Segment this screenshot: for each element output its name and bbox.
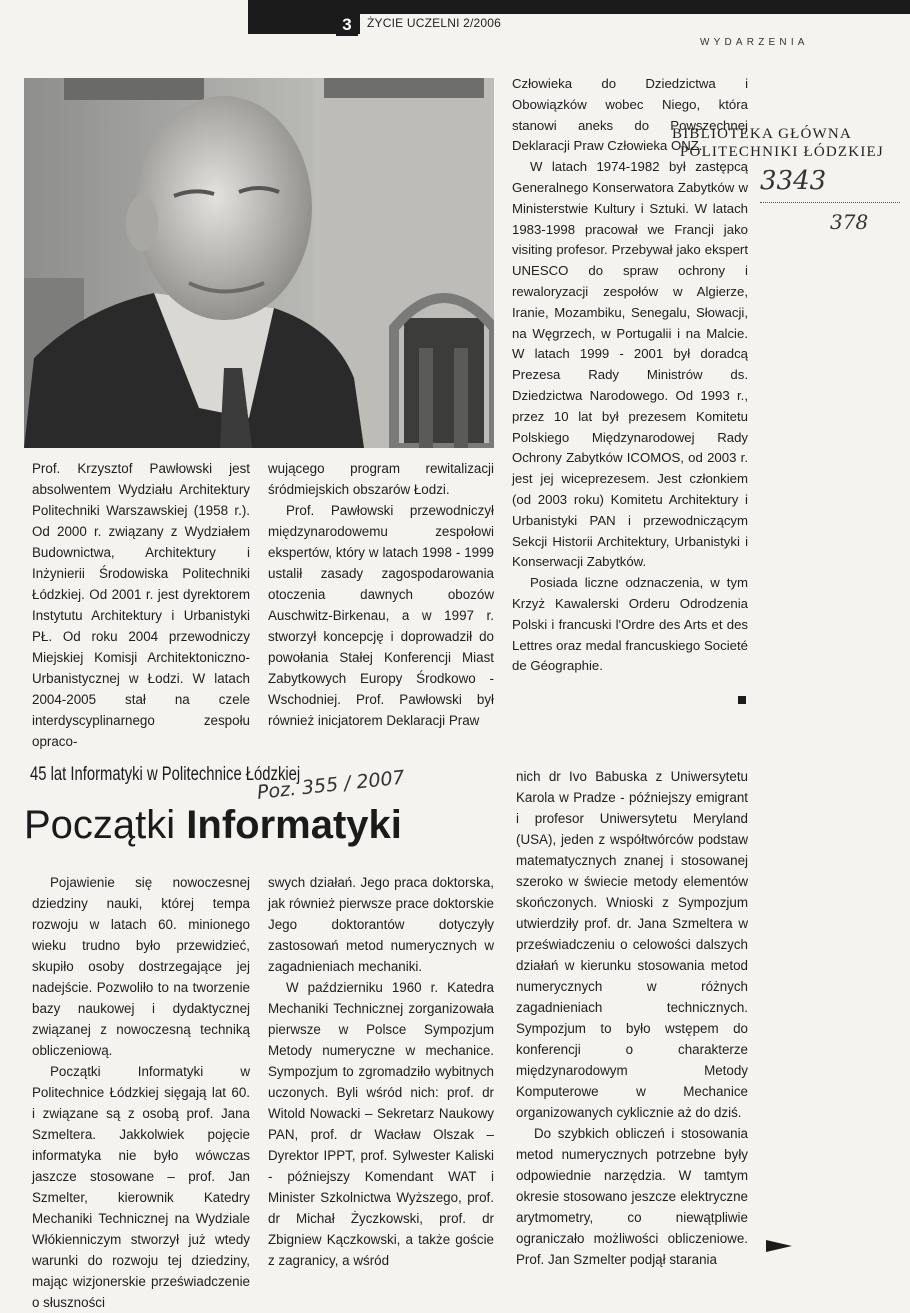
library-stamp-line1: BIBLIOTEKA GŁÓWNA	[672, 126, 852, 142]
article1-column-1	[32, 458, 250, 752]
portrait-photo	[24, 78, 494, 448]
paragraph: Prof. Krzysztof Pawłowski jest absolwentem Wydziału Architektury Politechniki Warszawskiej (1958 r.). Od 2000 r. związany z Wydziałem Budownictwa, Architektury i Inżynierii Środowiska Politechniki Łódzkiej. Od 2001 r. jest dyrektorem Instytutu Architektury i Urbanistyki PŁ. Od roku 2004 przewodniczy Miejskiej Komisji Architektoniczno-Urbanistycznej w Łodzi. W latach 2004-2005 stał na czele interdyscyplinarnego zespołu opraco-	[32, 461, 250, 749]
headline-light: Początki	[24, 803, 187, 847]
paragraph: Prof. Pawłowski przewodniczył międzynarodowemu zespołowi ekspertów, który w latach 1998 - 1999 ustalił zasady zagospodarowania otoczenia dawnych obozów Auschwitz-Birkenau, a w 1997 r. stworzył koncepcję i doprowadził do powołania Stałej Konferencji Miast Zabytkowych Europy Środkowo - Wschodniej. Prof. Pawłowski był również inicjatorem Deklaracji Praw	[268, 503, 494, 728]
paragraph: Pojawienie się nowoczesnej dziedziny nauki, której tempa rozwoju w latach 60. minionego wieku trudno było przewidzieć, skupiło osoby dostrzegające jej nadejście. Pozwoliło to na tworzenie bazy naukowej i dydaktycznej związanej z nowoczesną techniką obliczeniową.	[32, 875, 250, 1058]
paragraph: W latach 1974-1982 był zastępcą Generalnego Konserwatora Zabytków w Ministerstwie Kultury i Sztuki. W latach 1983-1998 pracował we Francji jako visiting profesor. Przebywał jako ekspert UNESCO do spraw ochrony i rewaloryzacji zespołów w Algierze, Iranie, Mozambiku, Senegalu, Słowacji, na Węgrzech, w Portugalii i na Malcie. W latach 1999 - 2001 był doradcą Prezesa Rady Ministrów ds. Dziedzictwa Narodowego. Od 1993 r., przez 10 lat był prezesem Komitetu Polskiego Międzynarodowej Rady Ochrony Zabytków ICOMOS, od 2003 r. jest jej wiceprezesem. Jest członkiem (od 2003 roku) Komitetu Architektury i Urbanistyki PAN i przewodniczącym Sekcji Historii Architektury, Urbanistyki i Konserwacji Zabytków.	[512, 159, 748, 570]
paragraph: nich dr Ivo Babuska z Uniwersytetu Karola w Pradze - późniejszy emigrant i profesor Uniwersytetu Meryland (USA), jeden z współtwórców podstaw matematycznych znanej i stosowanej szeroko w świecie metody elementów skończonych. Wnioski z Sympozjum utwierdziły prof. dr. Jana Szmeltera w przeświadczeniu o celowości dalszych działań w kierunku stosowania metod numerycznych w różnych zagadnieniach technicznych. Sympozjum to było wstępem do konferencji o charakterze międzynarodowym Metody Komputerowe w Mechanice organizowanych cyklicznie aż do dziś.	[516, 769, 748, 1120]
paragraph: Posiada liczne odznaczenia, w tym Krzyż Kawalerski Orderu Odrodzenia Polski i francuski l'Ordre des Arts et des Lettres oraz medal francuskiego Societé de Géographie.	[512, 575, 748, 674]
paragraph: wującego program rewitalizacji śródmiejskich obszarów Łodzi.	[268, 461, 494, 497]
paragraph: Do szybkich obliczeń i stosowania metod numerycznych potrzebne były odpowiednie narzędzia. W tamtym okresie stosowano jeszcze elektryczne arytmometry, co niewątpliwie ograniczało możliwości obliczeniowe. Prof. Jan Szmelter podjął starania	[516, 1126, 748, 1267]
article1-column-2	[268, 458, 494, 731]
paragraph: Początki Informatyki w Politechnice Łódzkiej sięgają lat 60. i związane są z osobą prof. Jana Szmeltera. Jakkolwiek pojęcie informatyka nie było wówczas jaszcze stosowane – prof. Jan Szmelter, kierownik Katedry Mechaniki Technicznej na Wydziale Włókienniczym stworzył już wtedy warunki do rozwoju tej dziedziny, mając wizjonerskie przeświadczenie o słuszności	[32, 1064, 250, 1310]
article2-column-3	[516, 766, 748, 1270]
square-end-icon	[738, 696, 746, 704]
article1-column-3	[512, 74, 748, 677]
magazine-title: ŻYCIE UCZELNI 2/2006	[363, 16, 505, 30]
library-stamp-line2: POLITECHNIKI ŁÓDZKIEJ	[680, 144, 884, 160]
article2-column-2	[268, 872, 494, 1271]
headline-bold: Informatyki	[186, 803, 402, 847]
stamp-dotted-line	[760, 202, 900, 203]
portrait-illustration	[24, 78, 494, 448]
arrow-right-icon	[766, 1240, 792, 1252]
article2-headline	[24, 800, 402, 850]
handwritten-number-1: 3343	[760, 166, 827, 196]
article2-column-1	[32, 872, 250, 1313]
article2-kicker: 45 lat Informatyki w Politechnice Łódzkiej	[30, 764, 301, 785]
handwritten-number-2: 378	[830, 210, 869, 234]
handwritten-note: Poz. 355 / 2007	[256, 766, 406, 804]
section-title: WYDARZENIA	[700, 37, 809, 48]
paragraph: W październiku 1960 r. Katedra Mechaniki Technicznej zorganizowała pierwsze w Polsce Sympozjum Metody numeryczne w mechanice. Sympozjum to zgromadziło wybitnych uczonych. Byli wśród nich: prof. dr Witold Nowacki – Sekretarz Naukowy PAN, prof. dr Wacław Olszak – Dyrektor IPPT, prof. Sylwester Kaliski - późniejszy Komendant WAT i Minister Szkolnictwa Wyższego, prof. dr Michał Życzkowski, prof. dr Zbigniew Kączkowski, a także goście z zagranicy, a wśród	[268, 980, 494, 1268]
paragraph: Człowieka do Dziedzictwa i Obowiązków wobec Niego, która stanowi aneks do Powszechnej Deklaracji Praw Człowieka ONZ.	[512, 76, 748, 154]
paragraph: swych działań. Jego praca doktorska, jak również pierwsze prace doktorskie Jego doktorantów dotyczyły zastosowań metod numerycznych w zagadnieniach mechaniki.	[268, 875, 494, 974]
page-number: 3	[336, 14, 358, 36]
